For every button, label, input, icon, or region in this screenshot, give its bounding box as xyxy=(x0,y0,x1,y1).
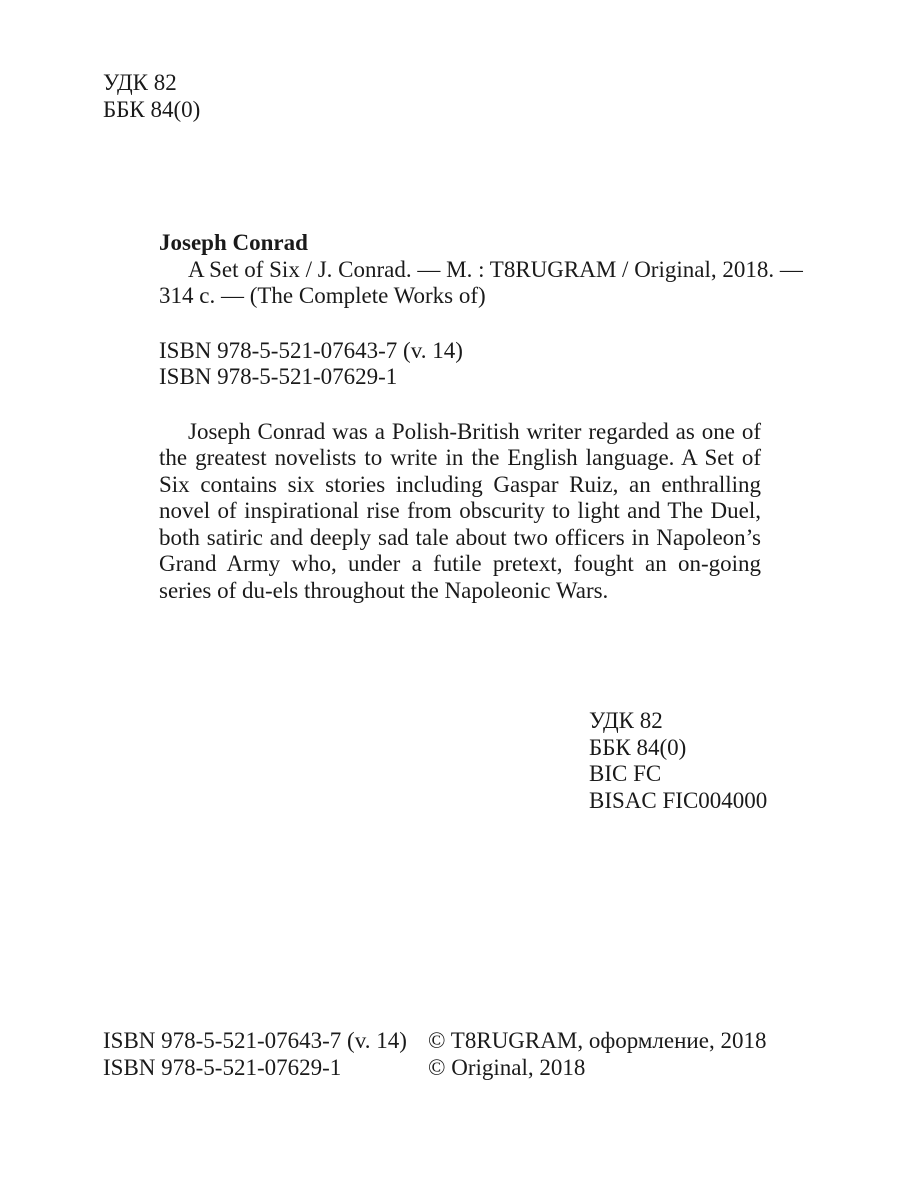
annotation-paragraph: Joseph Conrad was a Polish-British writer regarded as one of the greatest novelists to write in the English language. A Set of Six contains six stories including Gaspar Ruiz, an enthralling novel of inspirational rise from obscurity to light and The Duel, both satiric and deeply sad tale about two officers in Napoleon’s Grand Army who, under a futile pretext, fought an on-going series of du-els throughout the Napoleonic Wars. xyxy=(159,418,761,603)
isbn-volume: ISBN 978-5-521-07643-7 (v. 14) xyxy=(159,337,463,363)
copyright-design: © T8RUGRAM, оформление, 2018 xyxy=(428,1028,767,1053)
top-classification-codes xyxy=(103,70,200,123)
catalog-record xyxy=(159,230,803,604)
isbn-series: ISBN 978-5-521-07629-1 xyxy=(159,364,398,389)
bbk-code: ББК 84(0) xyxy=(589,734,687,760)
copyright-publisher: © Original, 2018 xyxy=(428,1054,586,1080)
footer-isbn-list xyxy=(103,1028,423,1081)
isbn-list xyxy=(159,338,764,391)
bbk-code: ББК 84(0) xyxy=(103,96,201,122)
bibliographic-line: A Set of Six / J. Conrad. — M. : T8RUGRAM / Original, 2018. — xyxy=(188,256,803,282)
copyright-list xyxy=(428,1028,828,1081)
udk-code: УДК 82 xyxy=(589,708,663,733)
isbn-series: ISBN 978-5-521-07629-1 xyxy=(103,1054,342,1080)
bisac-code: BISAC FIC004000 xyxy=(589,787,768,813)
bibliographic-line: 314 c. — (The Complete Works of) xyxy=(159,283,486,308)
classification-codes-block xyxy=(589,708,767,814)
udk-code: УДК 82 xyxy=(103,70,177,95)
author-name: Joseph Conrad xyxy=(159,230,308,255)
isbn-volume: ISBN 978-5-521-07643-7 (v. 14) xyxy=(103,1028,407,1053)
bic-code: BIC FC xyxy=(589,761,662,786)
